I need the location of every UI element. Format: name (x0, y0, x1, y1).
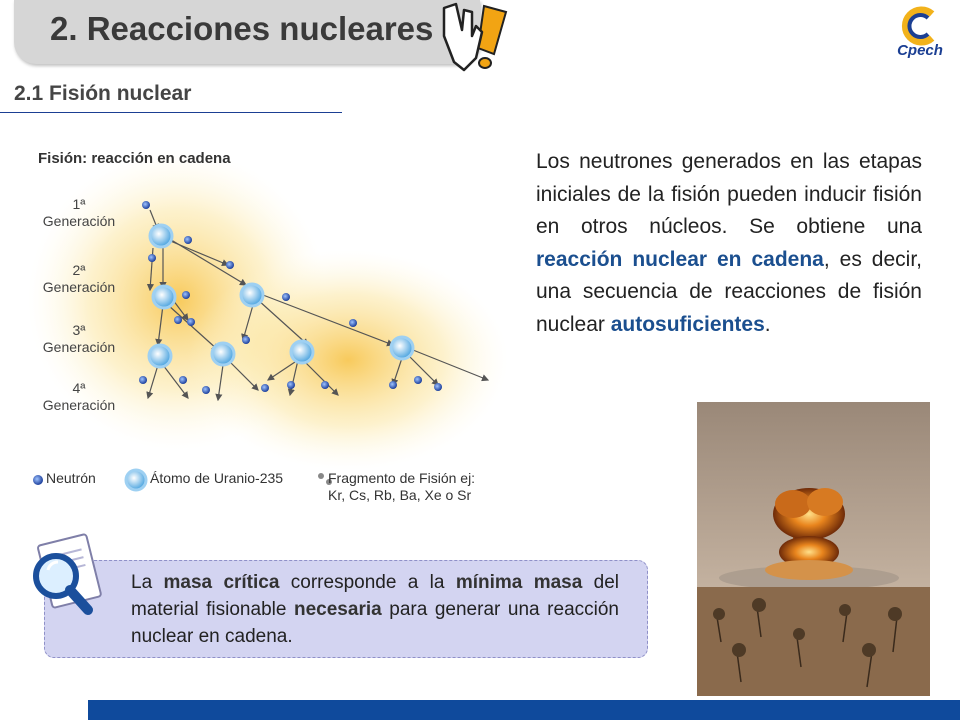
neutron (434, 383, 442, 391)
note-t2: corresponde a la (279, 572, 456, 593)
neutron (282, 293, 290, 301)
neutron (202, 386, 210, 394)
generation-label: 3ª Generación (42, 322, 116, 355)
neutron (184, 236, 192, 244)
note-t4: para generar una reacción nuclear en cadena. (131, 599, 619, 647)
nuclear-explosion-photo (697, 402, 930, 696)
body-text-2: , es decir, una secuencia de reacciones de fisión nuclear (536, 247, 922, 336)
chain-reaction-diagram (28, 140, 508, 510)
critical-mass-note (44, 560, 648, 658)
note-t3: del material fisionable (131, 572, 620, 620)
neutron (287, 381, 295, 389)
generation-label: 4ª Generación (42, 380, 116, 413)
note-critical-mass: masa crítica (163, 572, 280, 593)
footer-bar (88, 700, 960, 720)
generation-label: 1ª Generación (42, 196, 116, 229)
neutron (389, 381, 397, 389)
logo-text: Cpech (897, 42, 943, 59)
section-subtitle: 2.1 Fisión nuclear (14, 82, 192, 105)
uranium-atom (291, 341, 313, 363)
neutron (148, 254, 156, 262)
neutron (179, 376, 187, 384)
uranium-atom (212, 343, 234, 365)
magnifier-document-icon (24, 532, 108, 624)
body-paragraph (536, 146, 922, 341)
neutron (242, 336, 250, 344)
body-text-3: . (764, 312, 771, 336)
pointing-hand-icon (436, 0, 516, 76)
legend-uranium: Átomo de Uranio-235 (150, 470, 284, 486)
note-t1: La (131, 572, 164, 593)
note-text (131, 569, 619, 650)
generation-label: 2ª Generación (42, 262, 116, 295)
uranium-atom (391, 337, 413, 359)
legend-uranium-icon (126, 470, 146, 490)
neutron (349, 319, 357, 327)
legend-fragment-icon (318, 473, 324, 479)
neutron (226, 261, 234, 269)
neutron (261, 384, 269, 392)
neutron (139, 376, 147, 384)
body-text-1: Los neutrones generados en las etapas iniciales de la fisión pueden inducir fisión en otros núcleos. Se obtiene una (536, 150, 922, 238)
neutron (321, 381, 329, 389)
title-tab (14, 0, 480, 64)
note-minimum-mass: mínima masa (455, 572, 583, 593)
neutron (174, 316, 182, 324)
chain-reaction-term: reacción nuclear en cadena (536, 247, 824, 271)
uranium-atom (153, 286, 175, 308)
cpech-logo (888, 6, 952, 66)
explosion-image (697, 402, 930, 696)
glow (188, 250, 508, 470)
neutron (187, 318, 195, 326)
neutron (414, 376, 422, 384)
uranium-atom (149, 345, 171, 367)
uranium-atom (241, 284, 263, 306)
page-title: 2. Reacciones nucleares (50, 10, 434, 47)
diagram-title: Fisión: reacción en cadena (38, 150, 231, 167)
uranium-atom (150, 225, 172, 247)
subtitle-divider (0, 112, 342, 113)
self-sustaining-term: autosuficientes (610, 312, 765, 336)
cpech-logo-icon (888, 6, 952, 46)
legend-neutron: Neutrón (46, 470, 96, 486)
legend-neutron-icon (33, 475, 43, 485)
note-necessary: necesaria (294, 599, 382, 620)
neutron (142, 201, 150, 209)
legend-fragment: Fragmento de Fisión ej: Kr, Cs, Rb, Ba, Xe o Sr (328, 470, 476, 503)
neutron (182, 291, 190, 299)
